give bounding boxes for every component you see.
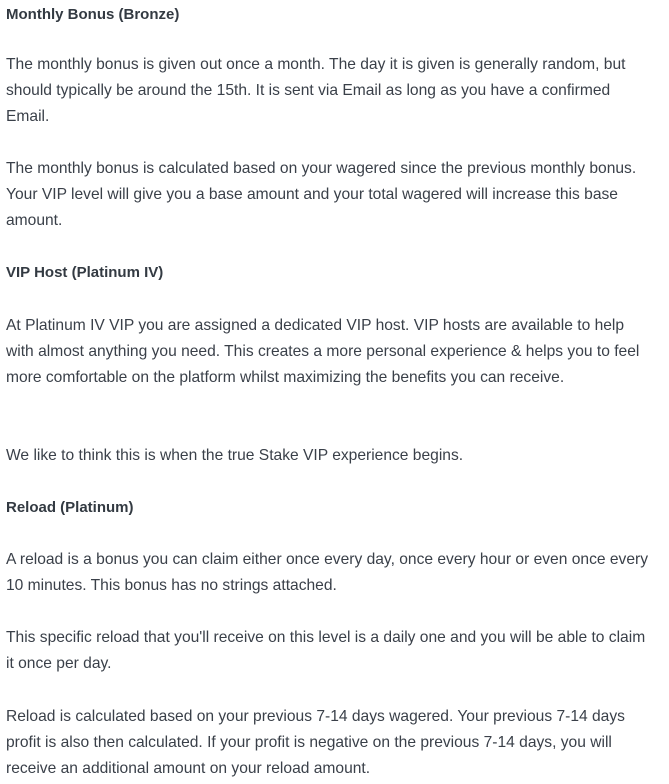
- paragraph-reload-daily: This specific reload that you'll receive on this level is a daily one and you will be able to claim it once per day.: [6, 629, 646, 672]
- section-heading-monthly-bonus: Monthly Bonus (Bronze): [6, 6, 180, 23]
- paragraph-vip-experience: We like to think this is when the true Stake VIP experience begins.: [6, 447, 464, 464]
- section-heading-vip-host: VIP Host (Platinum IV): [6, 264, 164, 281]
- paragraph-reload-definition: A reload is a bonus you can claim either once every day, once every hour or even once every 10 minutes. This bonus has no strings attached.: [6, 551, 649, 594]
- paragraph-monthly-bonus-schedule: The monthly bonus is given out once a month. The day it is given is generally random, but should typically be around the 15th. It is sent via Email as long as you have a confirmed Email.: [6, 56, 626, 125]
- paragraph-monthly-bonus-calculation: The monthly bonus is calculated based on your wagered since the previous monthly bonus. Your VIP level will give you a base amount and your total wagered will increase this base amount.: [6, 160, 637, 229]
- section-heading-reload: Reload (Platinum): [6, 499, 134, 516]
- paragraph-vip-host-description: At Platinum IV VIP you are assigned a dedicated VIP host. VIP hosts are available to help with almost anything you need. This creates a more personal experience & helps you to feel more comfortable on the platform whilst maximizing the benefits you can receive.: [6, 317, 640, 386]
- paragraph-reload-calculation: Reload is calculated based on your previous 7-14 days wagered. Your previous 7-14 days profit is also then calculated. If your profit is negative on the previous 7-14 days, you will receive an additional amount on your reload amount.: [6, 708, 625, 777]
